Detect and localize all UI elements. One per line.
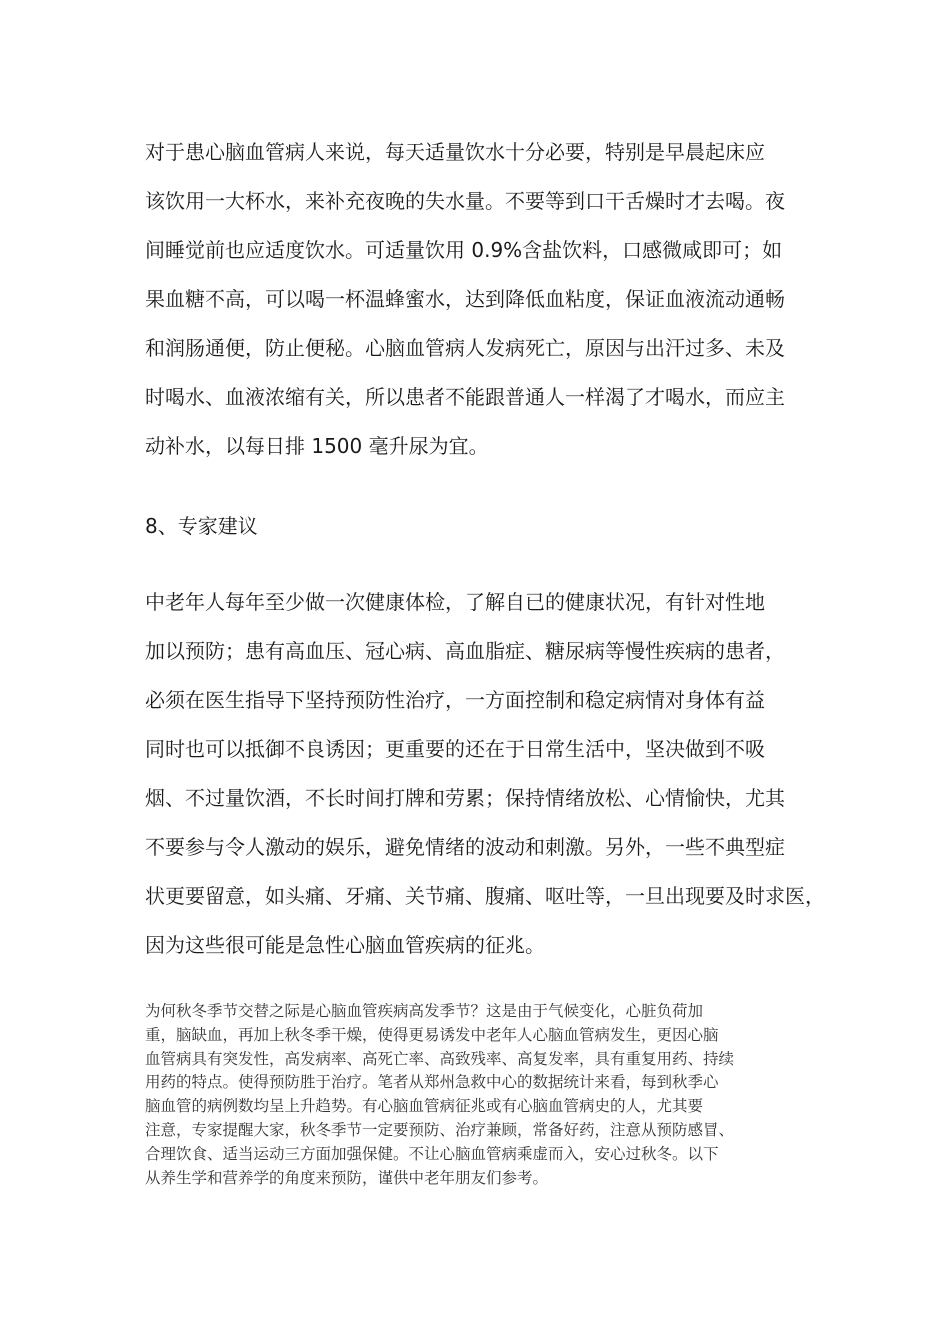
note-line: 脑血管的病例数均呈上升趋势。有心脑血管病征兆或有心脑血管病史的人，尤其要 bbox=[145, 1097, 704, 1116]
note-line: 重，脑缺血，再加上秋冬季干燥，使得更易诱发中老年人心脑血管病发生，更因心脑 bbox=[145, 1025, 719, 1044]
note-line: 血管病具有突发性，高发病率、高死亡率、高致残率、高复发率，具有重复用药、持续 bbox=[145, 1049, 735, 1068]
paragraph-line: 状更要留意，如头痛、牙痛、关节痛、腹痛、呕吐等，一旦出现要及时求医， bbox=[145, 884, 825, 908]
note-line: 注意，专家提醒大家，秋冬季节一定要预防、治疗兼顾，常备好药，注意从预防感冒、 bbox=[145, 1120, 735, 1139]
paragraph-drinking-water bbox=[145, 128, 825, 471]
paragraph-line: 该饮用一大杯水，来补充夜晚的失水量。不要等到口干舌燥时才去喝。夜 bbox=[145, 189, 785, 213]
note-line: 用药的特点。使得预防胜于治疗。笔者从郑州急救中心的数据统计来看，每到秋季心 bbox=[145, 1073, 719, 1092]
note-line: 为何秋冬季节交替之际是心脑血管疾病高发季节？这是由于气候变化，心脏负荷加 bbox=[145, 1002, 704, 1020]
section-heading: 8、专家建议 bbox=[145, 514, 258, 538]
paragraph-line: 不要参与令人激动的娱乐，避免情绪的波动和刺激。另外，一些不典型症 bbox=[145, 835, 785, 859]
paragraph-line: 果血糖不高，可以喝一杯温蜂蜜水，达到降低血粘度，保证血液流动通畅 bbox=[145, 287, 785, 311]
paragraph-line: 同时也可以抵御不良诱因；更重要的还在于日常生活中，坚决做到不吸 bbox=[145, 737, 765, 761]
paragraph-line: 对于患心脑血管病人来说，每天适量饮水十分必要，特别是早晨起床应 bbox=[145, 140, 765, 164]
note-paragraph bbox=[145, 1000, 825, 1190]
paragraph-line: 动补水，以每日排 1500 毫升尿为宜。 bbox=[145, 434, 489, 458]
paragraph-line: 时喝水、血液浓缩有关，所以患者不能跟普通人一样渴了才喝水，而应主 bbox=[145, 385, 785, 409]
paragraph-line: 烟、不过量饮酒，不长时间打牌和劳累；保持情绪放松、心情愉快，尤其 bbox=[145, 786, 785, 810]
paragraph-line: 必须在医生指导下坚持预防性治疗，一方面控制和稳定病情对身体有益 bbox=[145, 688, 765, 712]
paragraph-line: 中老年人每年至少做一次健康体检，了解自已的健康状况，有针对性地 bbox=[145, 590, 765, 614]
paragraph-line: 因为这些很可能是急性心脑血管疾病的征兆。 bbox=[145, 933, 545, 957]
paragraph-line: 和润肠通便，防止便秘。心脑血管病人发病死亡，原因与出汗过多、未及 bbox=[145, 336, 785, 360]
note-line: 合理饮食、适当运动三方面加强保健。不让心脑血管病乘虚而入，安心过秋冬。以下 bbox=[145, 1144, 719, 1163]
paragraph-line: 加以预防；患有高血压、冠心病、高血脂症、糖尿病等慢性疾病的患者， bbox=[145, 639, 785, 663]
paragraph-line: 间睡觉前也应适度饮水。可适量饮用 0.9%含盐饮料，口感微咸即可；如 bbox=[145, 238, 783, 262]
note-line: 从养生学和营养学的角度来预防，谨供中老年朋友们参考。 bbox=[145, 1168, 549, 1187]
paragraph-expert-advice bbox=[145, 578, 825, 970]
